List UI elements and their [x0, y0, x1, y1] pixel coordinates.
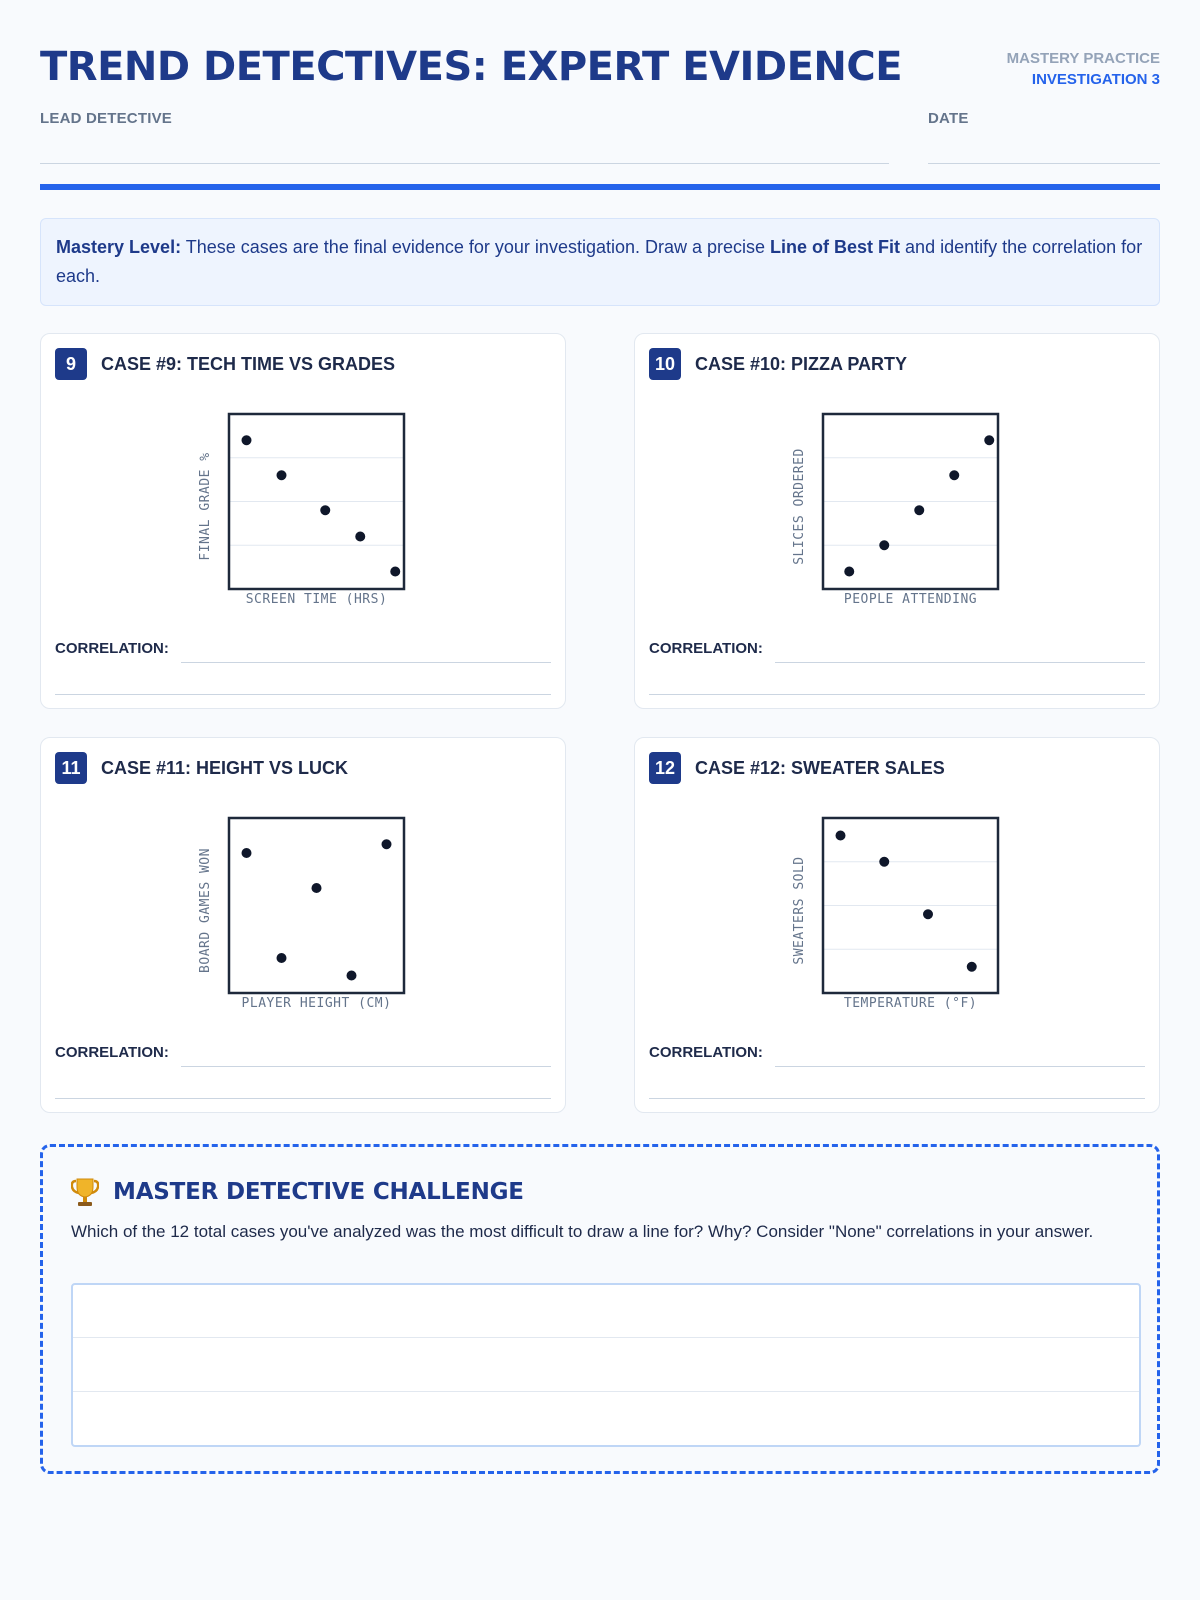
- date-label: DATE: [928, 110, 969, 127]
- instructions-box: [40, 218, 1160, 306]
- date-field[interactable]: [928, 163, 1160, 164]
- scatter-plot-case-12[interactable]: [785, 818, 1005, 1018]
- y-axis-label: SLICES ORDERED: [792, 448, 807, 565]
- investigation-label: INVESTIGATION 3: [1031, 71, 1160, 88]
- data-point: [836, 831, 846, 841]
- page-title: TREND DETECTIVES: EXPERT EVIDENCE: [40, 44, 903, 90]
- data-point: [347, 971, 357, 981]
- y-axis-label: FINAL GRADE %: [198, 452, 213, 561]
- header-divider: [40, 184, 1160, 190]
- data-point: [277, 470, 287, 480]
- answer-line: [73, 1337, 1139, 1338]
- data-point: [242, 848, 252, 858]
- correlation-label: CORRELATION:: [55, 1044, 169, 1061]
- correlation-extra-line[interactable]: [649, 1098, 1145, 1099]
- case-number-badge: 11: [55, 752, 87, 784]
- data-point: [914, 505, 924, 515]
- case-number-badge: 10: [649, 348, 681, 380]
- x-axis-label: PLAYER HEIGHT (CM): [241, 996, 392, 1011]
- investigation-meta: [1007, 48, 1160, 90]
- correlation-label: CORRELATION:: [649, 1044, 763, 1061]
- practice-label: MASTERY PRACTICE: [1006, 50, 1160, 67]
- correlation-label: CORRELATION:: [649, 640, 763, 657]
- trophy-icon: [71, 1177, 99, 1207]
- case-title: CASE #9: TECH TIME VS GRADES: [101, 354, 396, 374]
- data-point: [277, 953, 287, 963]
- data-point: [390, 567, 400, 577]
- data-point: [312, 883, 322, 893]
- x-axis-label: TEMPERATURE (°F): [843, 996, 978, 1011]
- case-card-10: [634, 333, 1160, 709]
- scatter-plot-case-11[interactable]: [191, 818, 411, 1018]
- correlation-answer-field[interactable]: [775, 662, 1145, 663]
- data-point: [879, 540, 889, 550]
- correlation-extra-line[interactable]: [649, 694, 1145, 695]
- instructions-text-1: These cases are the final evidence for your investigation. Draw a precise: [181, 237, 771, 257]
- instructions-text-2: and identify the correlation for each.: [56, 237, 1143, 286]
- y-axis-label: BOARD GAMES WON: [198, 848, 213, 973]
- case-title: CASE #12: SWEATER SALES: [695, 758, 945, 778]
- case-card-11: [40, 737, 566, 1113]
- data-point: [382, 839, 392, 849]
- correlation-answer-field[interactable]: [775, 1066, 1145, 1067]
- data-point: [320, 505, 330, 515]
- data-point: [967, 962, 977, 972]
- correlation-answer-field[interactable]: [181, 662, 551, 663]
- lead-detective-field[interactable]: [40, 163, 889, 164]
- case-card-12: [634, 737, 1160, 1113]
- correlation-answer-field[interactable]: [181, 1066, 551, 1067]
- data-point: [949, 470, 959, 480]
- case-card-9: [40, 333, 566, 709]
- lead-detective-label: LEAD DETECTIVE: [40, 110, 172, 127]
- instructions-bold: Line of Best Fit: [770, 237, 901, 257]
- correlation-label: CORRELATION:: [55, 640, 169, 657]
- data-point: [923, 909, 933, 919]
- plot-frame: [229, 818, 404, 993]
- challenge-answer-box[interactable]: [71, 1283, 1141, 1447]
- scatter-plot-case-10[interactable]: [785, 414, 1005, 614]
- instructions-lead: Mastery Level:: [56, 237, 182, 257]
- correlation-extra-line[interactable]: [55, 694, 551, 695]
- y-axis-label: SWEATERS SOLD: [792, 856, 807, 965]
- scatter-plot-case-9[interactable]: [191, 414, 411, 614]
- x-axis-label: SCREEN TIME (HRS): [245, 592, 388, 607]
- data-point: [984, 435, 994, 445]
- challenge-box: [40, 1144, 1160, 1474]
- answer-line: [73, 1391, 1139, 1392]
- data-point: [844, 567, 854, 577]
- challenge-title: MASTER DETECTIVE CHALLENGE: [113, 1179, 524, 1205]
- challenge-question: Which of the 12 total cases you've analyzed was the most difficult to draw a line for? Why? Consider "None" correlations in your answer.: [71, 1222, 1094, 1241]
- correlation-extra-line[interactable]: [55, 1098, 551, 1099]
- data-point: [879, 857, 889, 867]
- x-axis-label: PEOPLE ATTENDING: [843, 592, 978, 607]
- worksheet-page: [40, 0, 1160, 1600]
- case-title: CASE #10: PIZZA PARTY: [695, 354, 908, 374]
- case-number-badge: 12: [649, 752, 681, 784]
- data-point: [355, 532, 365, 542]
- case-title: CASE #11: HEIGHT VS LUCK: [101, 758, 349, 778]
- data-point: [242, 435, 252, 445]
- case-number-badge: 9: [55, 348, 87, 380]
